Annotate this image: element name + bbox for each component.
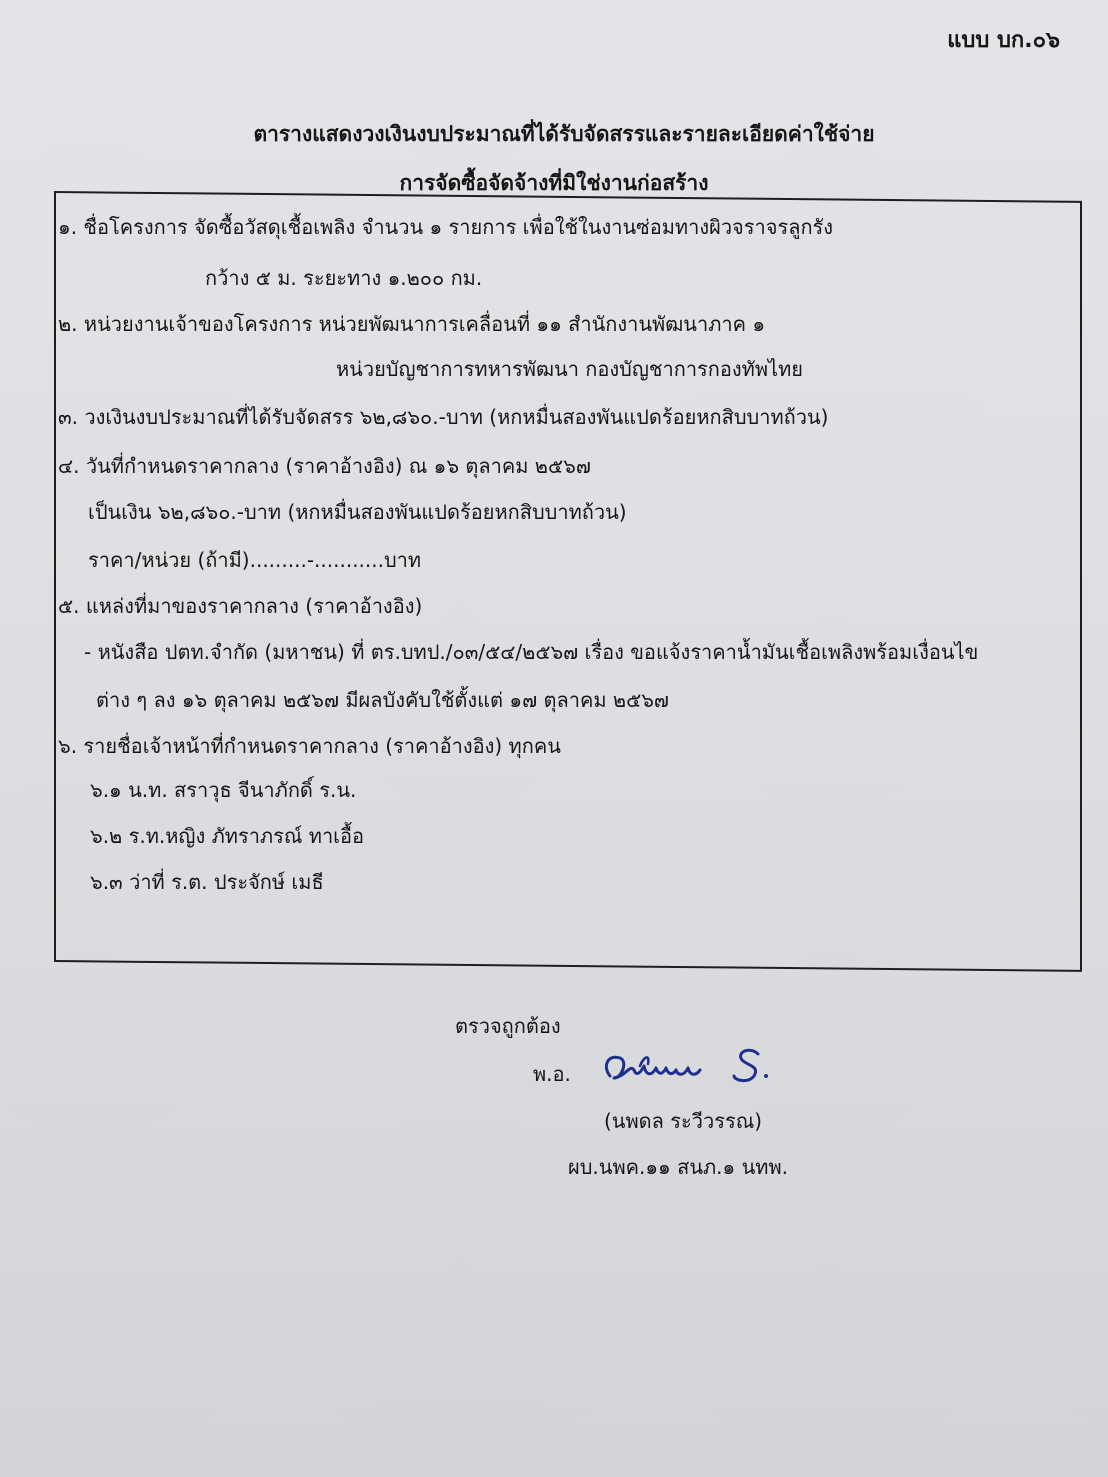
officer-1: ๖.๑ น.ท. สราวุธ จีนาภักดิ์ ร.น.: [90, 778, 357, 802]
details-box: [54, 191, 1082, 972]
item-5-source-letter-cont: ต่าง ๆ ลง ๑๖ ตุลาคม ๒๕๖๗ มีผลบังคับใช้ตั้งแต่ ๑๗ ตุลาคม ๒๕๖๗: [96, 688, 669, 712]
form-code: แบบ บก.๐๖: [947, 28, 1060, 53]
item-4-amount: เป็นเงิน ๖๒,๘๖๐.-บาท (หกหมื่นสองพันแปดร้อยหกสิบบาทถ้วน): [88, 500, 627, 524]
signer-name: (นพดล ระวีวรรณ): [604, 1109, 763, 1133]
item-1-project-name: ๑. ชื่อโครงการ จัดซื้อวัสดุเชื้อเพลิง จำนวน ๑ รายการ เพื่อใช้ในงานซ่อมทางผิวจราจรลูกรัง: [58, 215, 834, 239]
item-2-owner-unit: ๒. หน่วยงานเจ้าของโครงการ หน่วยพัฒนาการเคลื่อนที่ ๑๑ สำนักงานพัฒนาภาค ๑: [58, 312, 766, 336]
document-title: ตารางแสดงวงเงินงบประมาณที่ได้รับจัดสรรและรายละเอียดค่าใช้จ่าย: [253, 122, 875, 146]
item-6-officers: ๖. รายชื่อเจ้าหน้าที่กำหนดราคากลาง (ราคาอ้างอิง) ทุกคน: [58, 734, 561, 758]
item-3-budget: ๓. วงเงินงบประมาณที่ได้รับจัดสรร ๖๒,๘๖๐.-บาท (หกหมื่นสองพันแปดร้อยหกสิบบาทถ้วน): [58, 405, 829, 429]
item-4-reference-date: ๔. วันที่กำหนดราคากลาง (ราคาอ้างอิง) ณ ๑๖ ตุลาคม ๒๕๖๗: [58, 454, 591, 478]
officer-2: ๖.๒ ร.ท.หญิง ภัทราภรณ์ ทาเอื้อ: [90, 824, 365, 848]
officer-3: ๖.๓ ว่าที่ ร.ต. ประจักษ์ เมธี: [90, 870, 324, 894]
document-subtitle: การจัดซื้อจัดจ้างที่มิใช่งานก่อสร้าง: [399, 171, 709, 195]
item-5-price-source: ๕. แหล่งที่มาของราคากลาง (ราคาอ้างอิง): [58, 594, 423, 618]
handwritten-signature: [600, 1036, 780, 1096]
item-2-owner-unit-cont: หน่วยบัญชาการทหารพัฒนา กองบัญชาการกองทัพไทย: [336, 357, 804, 381]
item-5-source-letter: - หนังสือ ปตท.จำกัด (มหาชน) ที่ ตร.บทป./๐๓/๕๔/๒๕๖๗ เรื่อง ขอแจ้งราคาน้ำมันเชื้อเพลิงพร้อมเงื่อนไข: [84, 640, 979, 664]
item-1-project-detail: กว้าง ๕ ม. ระยะทาง ๑.๒๐๐ กม.: [205, 266, 483, 290]
verified-label: ตรวจถูกต้อง: [455, 1014, 561, 1038]
item-4-unit-price: ราคา/หน่วย (ถ้ามี).........-...........บาท: [88, 548, 422, 572]
signer-position: ผบ.นพค.๑๑ สนภ.๑ นทพ.: [568, 1155, 788, 1179]
signer-rank: พ.อ.: [533, 1062, 571, 1086]
